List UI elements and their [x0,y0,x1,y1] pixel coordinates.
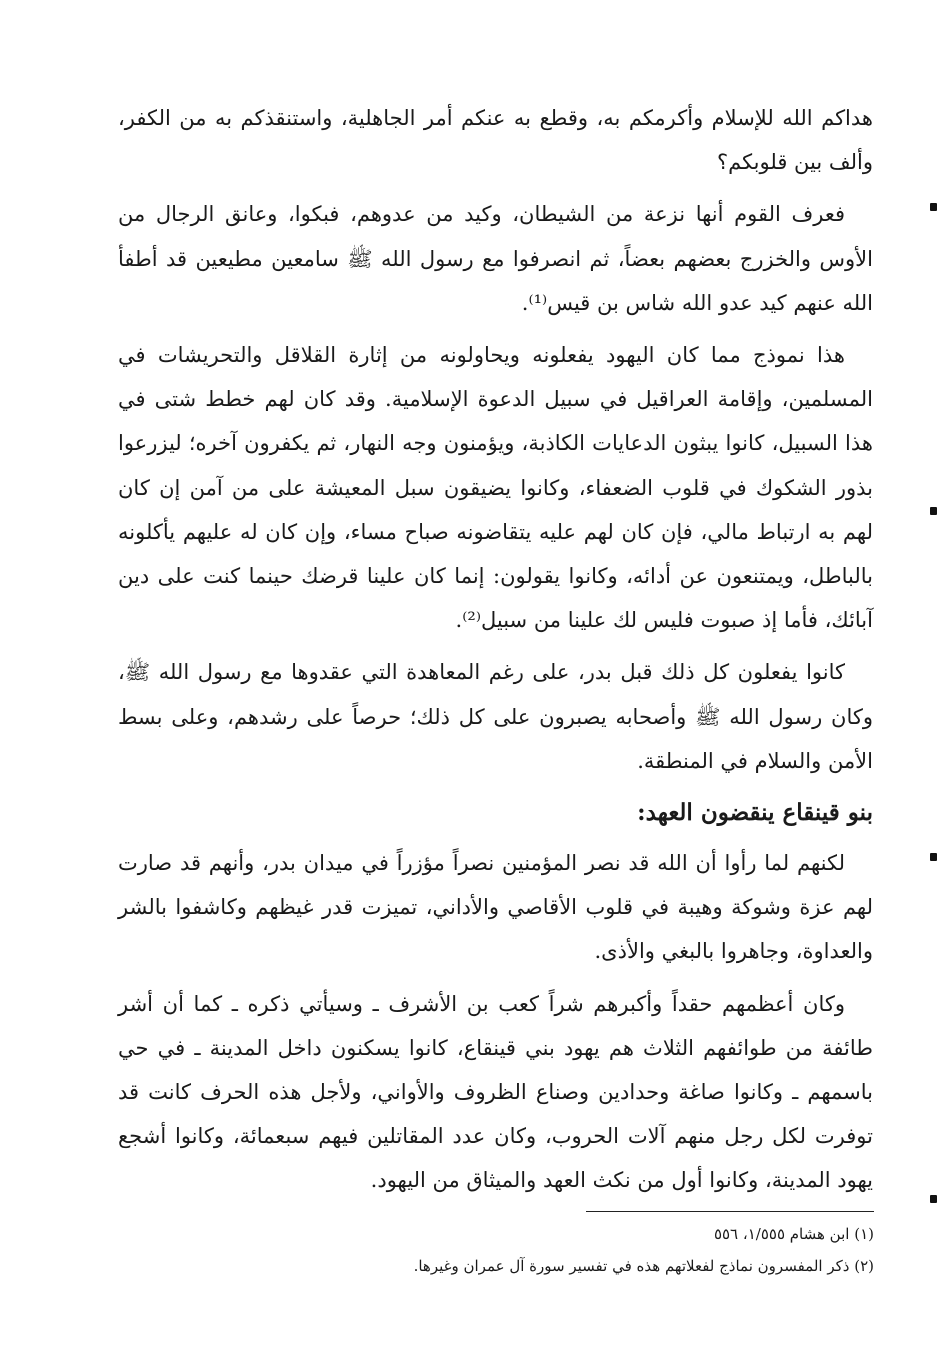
scan-margin-mark [930,507,937,515]
paragraph-2: فعرف القوم أنها نزعة من الشيطان، وكيد من عدوهم، فبكوا، وعانق الرجال من الأوس والخزرج بعضهم بعضاً، ثم انصرفوا مع رسول الله ﷺ سامعين مطيعين قد أطفأ الله عنهم كيد عدو الله شاس بن قيس⁽¹⁾. [118,202,873,315]
footnotes [314,1218,874,1282]
paragraph-5: لكنهم لما رأوا أن الله قد نصر المؤمنين نصراً مؤزراً في ميدان بدر، وأنهم قد صارت لهم عزة وشوكة وهيبة في قلوب الأقاصي والأداني، تميزت قدر غيظهم وكاشفوا بالشر والعداوة، وجاهروا بالبغي والأذى. [118,851,873,964]
page-body [118,96,873,1211]
paragraph-6: وكان أعظمهم حقداً وأكبرهم شراً كعب بن الأشرف ـ وسيأتي ذكره ـ كما أن أشر طائفة من طوائفهم الثلاث هم يهود بني قينقاع، كانوا يسكنون داخل المدينة ـ في حي باسمهم ـ وكانوا صاغة وحدادين وصناع الظروف والأواني، ولأجل هذه الحرف كانت قد توفرت لكل رجل منهم آلات الحروب، وكان عدد المقاتلين فيهم سبعمائة، وكانوا أشجع يهود المدينة، وكانوا أول من نكث العهد والميثاق من اليهود. [118,991,873,1193]
section-heading: بنو قينقاع ينقضون العهد: [637,799,873,827]
paragraph-3: هذا نموذج مما كان اليهود يفعلونه ويحاولونه من إثارة القلاقل والتحريشات في المسلمين، وإقامة العراقيل في سبيل الدعوة الإسلامية. وقد كان لهم خطط شتى في هذا السبيل، كانوا يبثون الدعايات الكاذبة، ويؤمنون وجه النهار، ثم يكفرون آخره؛ ليزرعوا بذور الشكوك في قلوب الضعفاء، وكانوا يضيقون سبل المعيشة على من آمن إن كان لهم به ارتباط مالي، فإن كان لهم عليه يتقاضونه صباح مساء، وإن كان له عليهم يأكلونه بالباطل، ويمتنعون عن أدائه، وكانوا يقولون: إنما كان علينا قرضك حينما كنت على دين آبائك، فأما إذ صبوت فليس لك علينا من سبيل⁽²⁾. [118,343,873,633]
scan-margin-mark [930,203,937,211]
footnote-divider [586,1211,874,1212]
paragraph-4: كانوا يفعلون كل ذلك قبل بدر، على رغم المعاهدة التي عقدوها مع رسول الله ﷺ، وكان رسول الله ﷺ وأصحابه يصبرون على كل ذلك؛ حرصاً على رشدهم، وعلى بسط الأمن والسلام في المنطقة. [118,660,873,773]
scan-margin-mark [930,1195,937,1203]
footnote-2: (٢) ذكر المفسرون نماذج لفعلاتهم هذه في تفسير سورة آل عمران وغيرها. [413,1257,874,1275]
scan-margin-mark [930,853,937,861]
paragraph-1: هداكم الله للإسلام وأكرمكم به، وقطع به عنكم أمر الجاهلية، واستنقذكم به من الكفر، وألف بين قلوبكم؟ [118,106,873,175]
footnote-1: (١) ابن هشام ١/٥٥٥، ٥٥٦ [713,1225,874,1243]
